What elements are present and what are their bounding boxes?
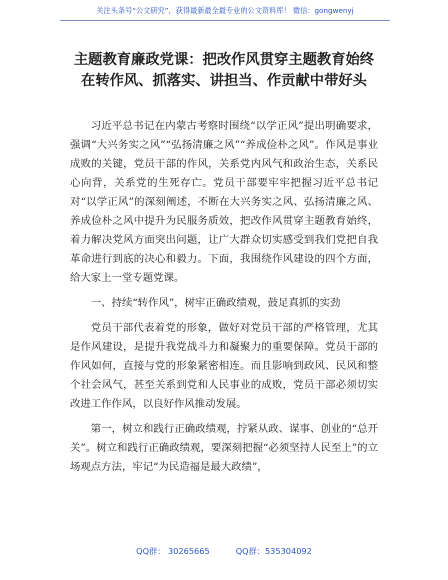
document-body bbox=[70, 117, 378, 483]
body-paragraph: 党员干部代表着党的形象，做好对党员干部的严格管理，尤其是作风建设，是提升我党战斗力和凝聚力的重要保障。党员干部的作风如何，直接与党的形象紧密相连。而且影响到政风、民风和整个社会风气，甚至关系到党和人民事业的成败，党员干部必须切实改进工作作风，以良好作风推动发展。 bbox=[70, 322, 378, 410]
section-heading: 一、持续“转作风”，树牢正确政绩观，鼓足真抓的实劲 bbox=[90, 297, 341, 309]
footer-contact: QQ群： 30265665 QQ群：535304092 bbox=[136, 546, 312, 556]
promo-banner: 关注头条号“公文研究”，获得最新最全最专业的公文资料库！ 微信：gongwenyj bbox=[60, 6, 390, 21]
document-title: 主题教育廉政党课：把改作风贯穿主题教育始终在转作风、抓落实、讲担当、作贡献中带好头 bbox=[73, 52, 375, 89]
intro-paragraph: 习近平总书记在内蒙古考察时围绕“以学正风”提出明确要求，强调“大兴务实之风”“弘扬清廉之风”“养成俭朴之风”。作风是事业成败的关键，党员干部的作风，关系党内风气和政治生态，关系民心向背，关系党的生死存亡。党员干部要牢牢把握习近平总书记对“以学正风”的深刻阐述，不断在大兴务实之风、弘扬清廉之风、养成俭朴之风中提升为民服务质效，把改作风贯穿主题教育始终，着力解决党风方面突出问题，让广大群众切实感受到我们党把自我革命进行到底的决心和毅力。下面，我围绕作风建设的四个方面，给大家上一堂专题党课。 bbox=[70, 120, 378, 284]
body-paragraph: 第一，树立和践行正确政绩观，拧紧从政、谋事、创业的“总开关”。树立和践行正确政绩观，要深刻把握“必须坚持人民至上”的立场观点方法，牢记“为民造福是最大政绩”， bbox=[70, 423, 378, 473]
